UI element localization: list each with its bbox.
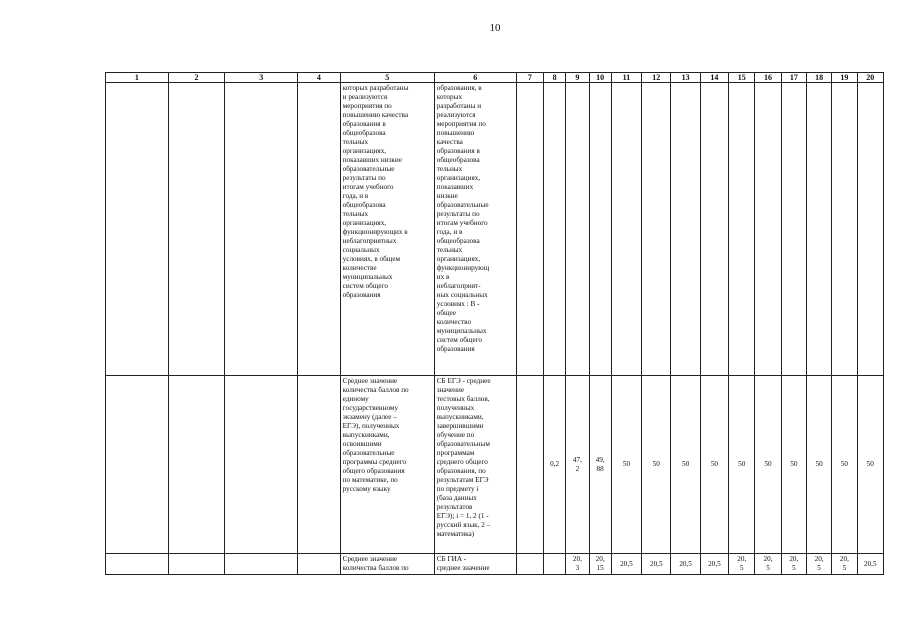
value-cell: 50 <box>611 376 641 554</box>
value-cell <box>642 83 671 376</box>
value-cell <box>611 83 641 376</box>
value-cell: 20,5 <box>700 554 728 575</box>
column-header: 7 <box>516 73 543 83</box>
value-cell: 50 <box>857 376 883 554</box>
value-cell: 47, 2 <box>566 376 589 554</box>
value-cell: 50 <box>642 376 671 554</box>
indicator-formula-cell: СБ ГИА - среднее значение <box>434 554 516 575</box>
column-header: 5 <box>340 73 434 83</box>
value-cell <box>516 376 543 554</box>
table-cell <box>225 376 298 554</box>
table-cell <box>298 376 340 554</box>
column-header: 11 <box>611 73 641 83</box>
table-cell <box>106 83 169 376</box>
value-cell <box>566 83 589 376</box>
table-cell <box>298 83 340 376</box>
value-cell: 50 <box>781 376 806 554</box>
column-header: 20 <box>857 73 883 83</box>
header-row <box>106 73 884 83</box>
table-cell <box>168 83 225 376</box>
value-cell: 20,5 <box>671 554 700 575</box>
value-cell: 0,2 <box>544 376 566 554</box>
value-cell <box>544 83 566 376</box>
column-header: 16 <box>755 73 781 83</box>
table-cell <box>298 554 340 575</box>
column-header: 10 <box>589 73 611 83</box>
table-cell <box>106 554 169 575</box>
table-cell <box>225 554 298 575</box>
value-cell <box>806 83 831 376</box>
value-cell <box>589 83 611 376</box>
value-cell <box>516 554 543 575</box>
column-header: 4 <box>298 73 340 83</box>
value-cell: 20, 5 <box>755 554 781 575</box>
value-cell: 20,5 <box>611 554 641 575</box>
column-header: 8 <box>544 73 566 83</box>
page-number: 10 <box>489 22 501 34</box>
column-header: 2 <box>168 73 225 83</box>
column-header: 13 <box>671 73 700 83</box>
column-header: 18 <box>806 73 831 83</box>
value-cell: 20, 5 <box>729 554 755 575</box>
column-header: 1 <box>106 73 169 83</box>
column-header: 15 <box>729 73 755 83</box>
column-header: 9 <box>566 73 589 83</box>
value-cell: 20,5 <box>857 554 883 575</box>
column-header: 12 <box>642 73 671 83</box>
value-cell: 20, 5 <box>781 554 806 575</box>
column-header: 6 <box>434 73 516 83</box>
value-cell <box>544 554 566 575</box>
table-cell <box>106 376 169 554</box>
value-cell: 50 <box>729 376 755 554</box>
value-cell <box>781 83 806 376</box>
column-header: 19 <box>832 73 857 83</box>
value-cell <box>700 83 728 376</box>
value-cell: 20,5 <box>642 554 671 575</box>
table-cell <box>168 554 225 575</box>
value-cell: 49, 88 <box>589 376 611 554</box>
value-cell: 50 <box>806 376 831 554</box>
indicator-name-cell: которых разработаны и реализуются мероприятия по повышению качества образования в общеобразова тельных организациях, показавших низкие образовательные результаты по итогам учебного года, и в общеобразова тельных организациях, функционирующих в неблагоприятных социальных условиях, в общем количестве муниципальных систем общего образования <box>340 83 434 376</box>
value-cell: 50 <box>671 376 700 554</box>
value-cell <box>755 83 781 376</box>
table-row <box>106 554 884 575</box>
value-cell: 20, 5 <box>832 554 857 575</box>
table-cell <box>168 376 225 554</box>
indicator-name-cell: Среднее значение количества баллов по <box>340 554 434 575</box>
column-header: 17 <box>781 73 806 83</box>
value-cell <box>729 83 755 376</box>
indicator-formula-cell: СБ ЕГЭ - среднее значение тестовых баллов, полученных выпускниками, завершившими обучение по образовательным программам среднего общего образования, по результатам ЕГЭ по предмету i (база данных результатов ЕГЭ); i = 1, 2 (1 - русский язык, 2 – математика) <box>434 376 516 554</box>
column-header: 3 <box>225 73 298 83</box>
value-cell <box>857 83 883 376</box>
value-cell: 50 <box>755 376 781 554</box>
value-cell: 20, 5 <box>806 554 831 575</box>
table-row <box>106 376 884 554</box>
indicators-table <box>105 72 884 575</box>
indicator-formula-cell: образования, в которых разработаны и реализуются мероприятия по повышению качества образования в общеобразова тельных организациях, показавших низкие образовательные результаты по итогам учебного года, и в общеобразова тельных организациях, функционирующ их в неблагоприят- ных социальных условиях : В - общее количество муниципальных систем общего образования <box>434 83 516 376</box>
table-row <box>106 83 884 376</box>
value-cell <box>516 83 543 376</box>
value-cell: 50 <box>700 376 728 554</box>
table-cell <box>225 83 298 376</box>
indicator-name-cell: Среднее значение количества баллов по единому государственному экзамену (далее – ЕГЭ), полученных выпускниками, освоившими образовательные программы среднего общего образования по математике, по русскому языку <box>340 376 434 554</box>
column-header: 14 <box>700 73 728 83</box>
value-cell <box>671 83 700 376</box>
value-cell: 20, 3 <box>566 554 589 575</box>
value-cell: 20, 15 <box>589 554 611 575</box>
value-cell: 50 <box>832 376 857 554</box>
value-cell <box>832 83 857 376</box>
